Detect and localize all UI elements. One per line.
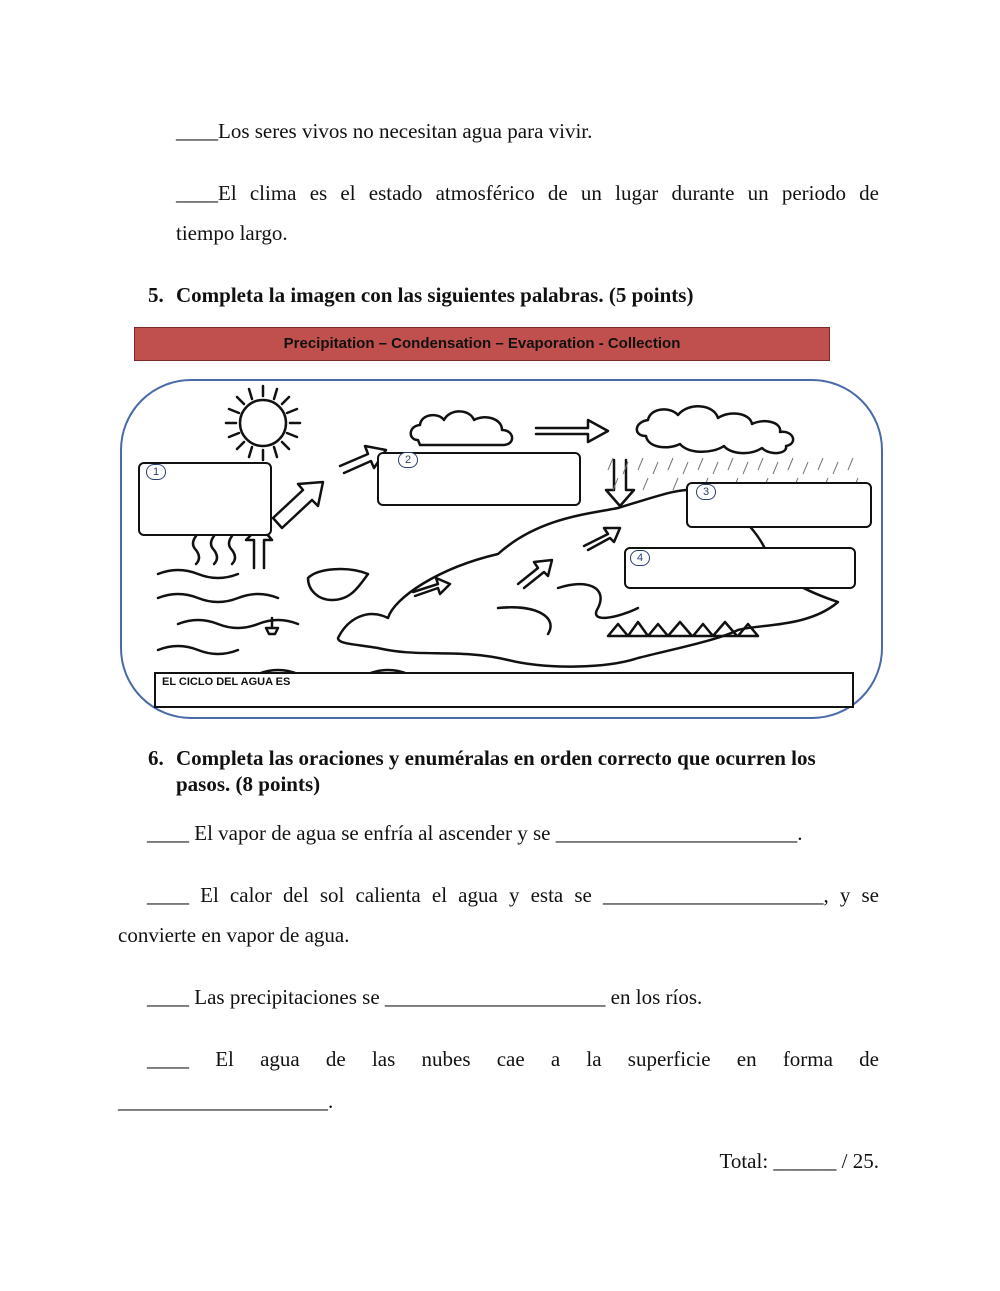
badge-1: 1 [146,464,166,480]
rain-cloud-icon [637,406,793,453]
badge-4: 4 [630,550,650,566]
q6-sentence-3: ____ Las precipitaciones se _____________________ en los ríos. [147,985,703,1009]
q6-sentence-2-cont: convierte en vapor de agua. [118,923,350,947]
trees-icon [608,622,758,636]
tf-item-2: ____El clima es el estado atmosférico de un lugar durante un periodo de [176,181,879,205]
tf-item-1: ____Los seres vivos no necesitan agua para vivir. [176,119,593,143]
word-bank: Precipitation – Condensation – Evaporation - Collection [134,327,830,361]
q6-sentence-2: ____ El calor del sol calienta el agua y esta se _____________________, y se [147,883,879,907]
badge-3: 3 [696,484,716,500]
tf-item-2-cont: tiempo largo. [176,221,288,245]
badge-2: 2 [398,452,418,468]
water-cycle-diagram [118,378,885,722]
q6-heading [148,744,883,772]
q5-number: 5. [148,283,164,307]
q6-number: 6. [148,746,164,770]
q5-heading [148,281,693,309]
q6-line2: pasos. (8 points) [176,772,321,796]
sun-icon [226,386,300,460]
q6-line1: Completa las oraciones y enuméralas en orden correcto que ocurren los [176,746,816,770]
q6-sentence-4: ____ El agua de las nubes cae a la superficie en forma de [147,1047,879,1071]
answer-box-4[interactable] [624,547,856,589]
q5-text: Completa la imagen con las siguientes palabras. (5 points) [176,283,694,307]
q6-sentence-4-cont: ____________________. [118,1089,334,1113]
cloud-icon [411,411,512,445]
q6-sentence-1: ____ El vapor de agua se enfría al ascender y se _______________________. [147,821,803,845]
total-score: Total: ______ / 25. [719,1149,879,1173]
footer-label: EL CICLO DEL AGUA ES [162,676,291,688]
